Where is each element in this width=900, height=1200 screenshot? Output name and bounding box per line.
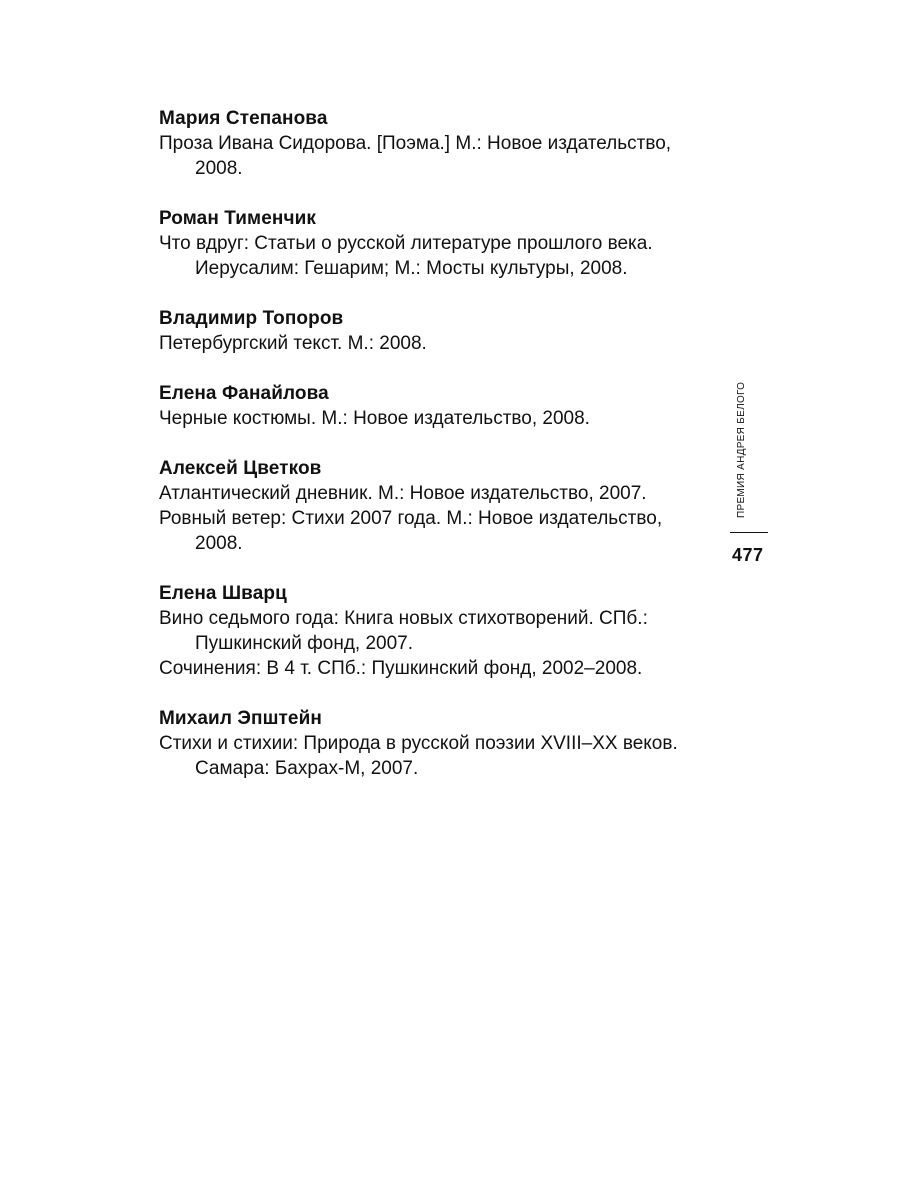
bibliography-entry	[159, 456, 719, 556]
work-citation: Сочинения: В 4 т. СПб.: Пушкинский фонд, 2002–2008.	[159, 658, 643, 679]
author-name: Роман Тименчик	[159, 208, 316, 229]
work-citation: Что вдруг: Статьи о русской литературе прошлого века. Иерусалим: Гешарим; М.: Мосты культуры, 2008.	[159, 233, 653, 279]
margin-rule	[730, 532, 768, 533]
author-name: Владимир Топоров	[159, 308, 344, 329]
bibliography-entry	[159, 706, 719, 781]
author-name: Мария Степанова	[159, 108, 328, 129]
running-title: ПРЕМИЯ АНДРЕЯ БЕЛОГО	[736, 381, 747, 518]
work-citation: Проза Ивана Сидорова. [Поэма.] М.: Новое издательство, 2008.	[159, 133, 672, 179]
bibliography-entry	[159, 581, 719, 681]
bibliography-list	[159, 106, 719, 806]
author-name: Елена Шварц	[159, 583, 287, 604]
bibliography-entry	[159, 306, 719, 356]
bibliography-entry	[159, 106, 719, 181]
work-citation: Стихи и стихии: Природа в русской поэзии XVIII–XX веков. Самара: Бахрах-М, 2007.	[159, 733, 678, 779]
bibliography-entry	[159, 381, 719, 431]
work-citation: Атлантический дневник. М.: Новое издательство, 2007.	[159, 483, 647, 504]
page-number: 477	[732, 545, 764, 565]
author-name: Елена Фанайлова	[159, 383, 329, 404]
page-margin	[728, 378, 772, 578]
author-name: Михаил Эпштейн	[159, 708, 322, 729]
work-citation: Черные костюмы. М.: Новое издательство, 2008.	[159, 408, 590, 429]
work-citation: Ровный ветер: Стихи 2007 года. М.: Новое издательство, 2008.	[159, 508, 663, 554]
bibliography-entry	[159, 206, 719, 281]
work-citation: Вино седьмого года: Книга новых стихотворений. СПб.: Пушкинский фонд, 2007.	[159, 608, 648, 654]
work-citation: Петербургский текст. М.: 2008.	[159, 333, 427, 354]
author-name: Алексей Цветков	[159, 458, 322, 479]
